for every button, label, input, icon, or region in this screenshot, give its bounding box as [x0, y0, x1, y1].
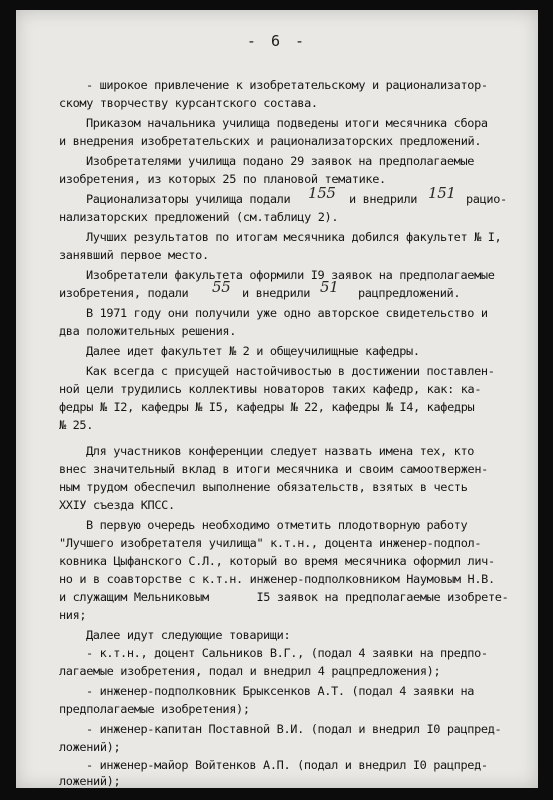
- text-line: рацпредложений.: [358, 286, 461, 300]
- text-line: - инженер-подполковник Брыксенков А.Т. (подал 4 заявки на: [86, 684, 475, 698]
- page-number: - 6 -: [246, 32, 308, 50]
- text-line: лагаемые изобретения, подал и внедрил 4 рацпредложения);: [59, 664, 441, 678]
- text-line: и внедрили: [349, 192, 418, 206]
- text-line: Изобретатели факультета оформили I9 заявок на предполагаемые: [86, 268, 495, 282]
- text-line: и служащим Мельниковым I5 заявок на предполагаемые изобрете-: [59, 590, 509, 604]
- document-page: [16, 10, 538, 788]
- text-line: - к.т.н., доцент Сальников В.Г., (подал 4 заявки на предпо-: [86, 646, 488, 660]
- text-line: Изобретателями училища подано 29 заявок на предполагаемые: [86, 154, 475, 168]
- text-line: нализаторских предложений (см.таблицу 2).: [59, 210, 339, 224]
- text-line: В 1971 году они получили уже одно авторское свидетельство и: [86, 306, 488, 320]
- text-line: Для участников конференции следует назвать имена тех, кто: [86, 444, 475, 458]
- text-line: ковника Цыфанского С.Л., который во время месячника оформил лич-: [59, 554, 495, 568]
- text-line: занявший первое место.: [59, 248, 209, 262]
- text-line: Как всегда с присущей настойчивостью в достижении поставлен-: [86, 364, 495, 378]
- text-line: - инженер-капитан Поставной В.И. (подал и внедрил I0 рацпред-: [86, 722, 502, 736]
- text-line: внес значительный вклад в итоги месячника и своим самоотвержен-: [59, 462, 488, 476]
- text-line: изобретения, подали: [59, 286, 189, 300]
- text-line: и внедрения изобретательских и рационализаторских предложений.: [59, 134, 482, 148]
- handwritten-number: 151: [428, 184, 456, 202]
- text-line: Приказом начальника училища подведены итоги месячника сбора: [86, 116, 488, 130]
- handwritten-number: 51: [320, 278, 339, 296]
- text-line: - широкое привлечение к изобретательскому и рационализатор-: [86, 78, 488, 92]
- text-line: Рационализаторы училища подали: [86, 192, 291, 206]
- text-line: ния;: [59, 608, 87, 622]
- text-line: В первую очередь необходимо отметить плодотворную работу: [86, 518, 468, 532]
- text-line: № 25.: [59, 418, 94, 432]
- text-line: ложений);: [59, 740, 121, 754]
- text-line: ным трудом обеспечил выполнение обязательств, взятых в честь: [59, 480, 468, 494]
- text-line: но и в соавторстве с к.т.н. инженер-подполковником Наумовым Н.В.: [59, 572, 495, 586]
- text-line: два положительных решения.: [59, 324, 237, 338]
- text-line: предполагаемые изобретения);: [59, 702, 250, 716]
- text-line: ной цели трудились коллективы новаторов таких кафедр, как: ка-: [59, 382, 482, 396]
- handwritten-number: 155: [308, 184, 336, 202]
- text-line: Лучших результатов по итогам месячника добился факультет № I,: [86, 230, 502, 244]
- text-line: скому творчеству курсантского состава.: [59, 96, 318, 110]
- text-line: Далее идет факультет № 2 и общеучилищные кафедры.: [86, 344, 420, 358]
- handwritten-number: 55: [212, 278, 231, 296]
- text-line: "Лучшего изобретателя училища" к.т.н., доцента инженер-подпол-: [59, 536, 482, 550]
- text-line: рацио-: [466, 192, 507, 206]
- text-line: Далее идут следующие товарищи:: [86, 628, 291, 642]
- text-line: - инженер-майор Войтенков А.П. (подал и внедрил I0 рацпред-: [86, 758, 488, 772]
- text-line: федры № I2, кафедры № I5, кафедры № 22, кафедры № I4, кафедры: [59, 400, 475, 414]
- text-line: изобретения, из которых 25 по плановой тематике.: [59, 172, 386, 186]
- text-line: XXIУ съезда КПСС.: [59, 498, 175, 512]
- text-line: ложений);: [59, 774, 121, 788]
- text-line: и внедрили: [242, 286, 311, 300]
